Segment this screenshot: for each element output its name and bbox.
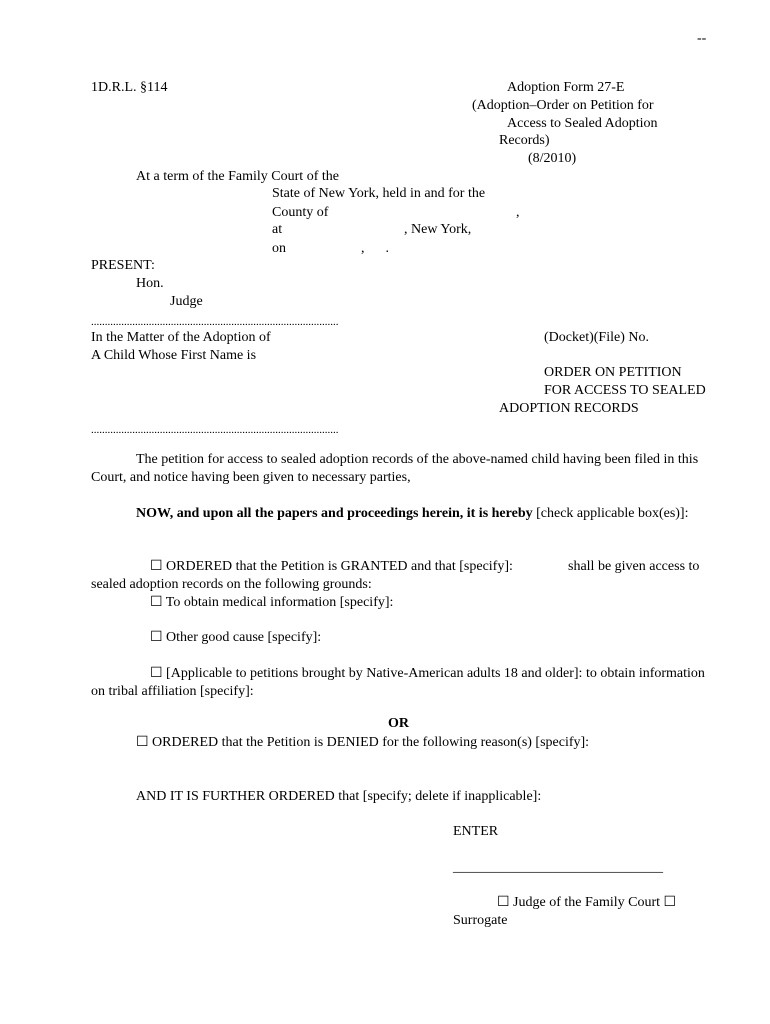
judge-title: ☐ Judge of the Family Court ☐ (497, 895, 677, 910)
honorable-label: Hon. (136, 276, 164, 291)
enter-label: ENTER (453, 824, 499, 839)
order-title-line: FOR ACCESS TO SEALED (544, 383, 706, 398)
intro-paragraph: The petition for access to sealed adoption records of the above-named child having been filed in this Court, and notice having been given to necessary parties, (91, 452, 699, 485)
granted-order: ☐ ORDERED that the Petition is GRANTED and that [specify]: (150, 559, 513, 574)
form-title-line: (Adoption–Order on Petition for (472, 98, 654, 113)
good-cause-option: ☐ Other good cause [specify]: (150, 630, 322, 645)
present-label: PRESENT: (91, 258, 155, 273)
signature-line: ______________________________ (453, 860, 663, 875)
location-at-label: at (272, 222, 283, 237)
form-date: (8/2010) (528, 151, 577, 166)
date-punctuation: , . (361, 241, 389, 256)
matter-line: In the Matter of the Adoption of (91, 330, 271, 345)
now-instruction-text: [check applicable box(es)]: (532, 506, 689, 521)
denied-order: ☐ ORDERED that the Petition is DENIED for the following reason(s) [specify]: (136, 735, 590, 750)
county-label: County of (272, 205, 329, 220)
medical-option: ☐ To obtain medical information [specify]: (150, 595, 394, 610)
granted-grounds: sealed adoption records on the following grounds: (91, 577, 372, 592)
docket-label: (Docket)(File) No. (544, 330, 649, 345)
order-title-line: ORDER ON PETITION (544, 365, 682, 380)
form-number: Adoption Form 27-E (507, 80, 625, 95)
date-on-label: on (272, 241, 286, 256)
or-separator: OR (388, 716, 409, 731)
matter-line: A Child Whose First Name is (91, 348, 257, 363)
form-title-line: Records) (499, 133, 550, 148)
judge-label: Judge (170, 294, 203, 309)
caption-divider-bottom: .......................................................................................... (91, 424, 339, 436)
granted-access-text: shall be given access to (568, 559, 700, 574)
page-marker: -- (697, 31, 707, 46)
statute-citation: 1D.R.L. §114 (91, 80, 168, 95)
form-title-line: Access to Sealed Adoption (507, 116, 658, 131)
court-term-line: State of New York, held in and for the (272, 186, 486, 201)
now-paragraph (91, 505, 721, 523)
court-term-line: At a term of the Family Court of the (136, 169, 339, 184)
location-state: , New York, (404, 222, 472, 237)
native-american-option: ☐ [Applicable to petitions brought by Native-American adults 18 and older]: to obtain information on tribal affiliation [specify]: (91, 666, 705, 699)
now-bold-text: NOW, and upon all the papers and proceedings herein, it is hereby (136, 506, 533, 521)
caption-divider-top: .......................................................................................... (91, 316, 339, 328)
further-ordered: AND IT IS FURTHER ORDERED that [specify; delete if inapplicable]: (136, 789, 542, 804)
surrogate-title: Surrogate (453, 913, 508, 928)
order-title-line: ADOPTION RECORDS (499, 401, 639, 416)
county-comma: , (516, 205, 520, 220)
